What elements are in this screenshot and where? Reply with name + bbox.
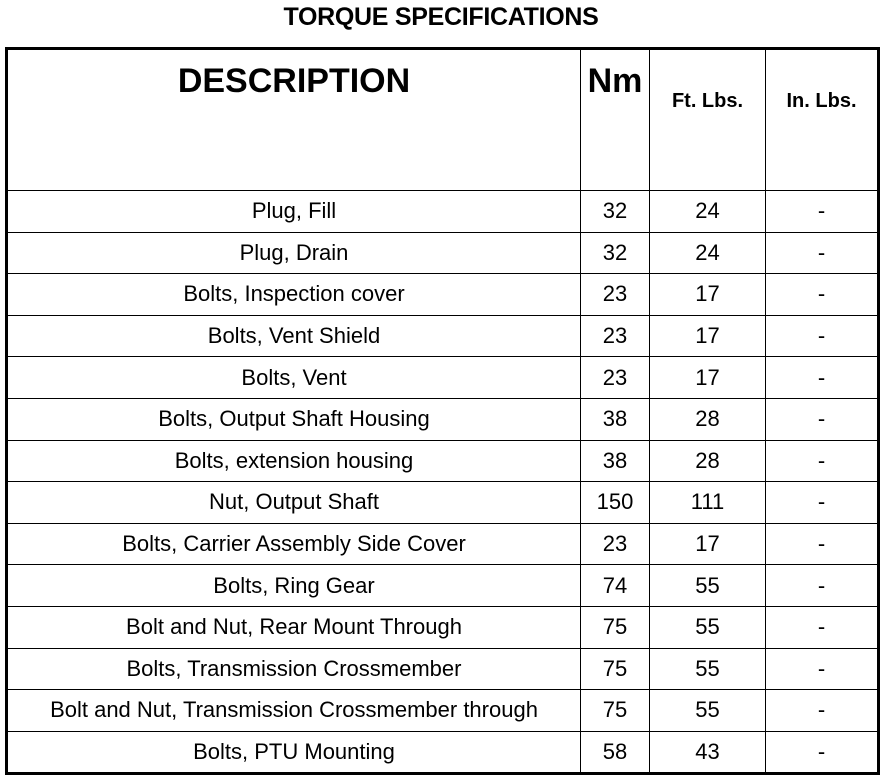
cell-in-lbs: - <box>766 440 879 482</box>
cell-ft-lbs: 17 <box>650 523 766 565</box>
cell-ft-lbs: 17 <box>650 274 766 316</box>
table-row <box>7 606 879 648</box>
cell-nm: 23 <box>581 315 650 357</box>
torque-spec-table <box>5 47 880 775</box>
cell-description: Plug, Drain <box>7 232 581 274</box>
cell-ft-lbs: 55 <box>650 565 766 607</box>
table-row <box>7 690 879 732</box>
cell-nm: 32 <box>581 232 650 274</box>
cell-nm: 23 <box>581 523 650 565</box>
column-header-description: DESCRIPTION <box>7 49 581 191</box>
column-header-nm: Nm <box>581 49 650 191</box>
cell-description: Bolts, PTU Mounting <box>7 731 581 774</box>
cell-nm: 74 <box>581 565 650 607</box>
column-header-ft-lbs: Ft. Lbs. <box>650 49 766 191</box>
table-row <box>7 274 879 316</box>
cell-description: Plug, Fill <box>7 191 581 233</box>
cell-ft-lbs: 28 <box>650 398 766 440</box>
cell-in-lbs: - <box>766 315 879 357</box>
table-body <box>7 191 879 774</box>
column-header-in-lbs: In. Lbs. <box>766 49 879 191</box>
cell-ft-lbs: 17 <box>650 315 766 357</box>
cell-ft-lbs: 55 <box>650 648 766 690</box>
cell-nm: 23 <box>581 274 650 316</box>
table-row <box>7 482 879 524</box>
table-header-row <box>7 49 879 191</box>
cell-ft-lbs: 111 <box>650 482 766 524</box>
cell-in-lbs: - <box>766 606 879 648</box>
cell-nm: 75 <box>581 606 650 648</box>
table-row <box>7 648 879 690</box>
cell-ft-lbs: 17 <box>650 357 766 399</box>
cell-in-lbs: - <box>766 690 879 732</box>
page-title: TORQUE SPECIFICATIONS <box>283 3 599 31</box>
cell-in-lbs: - <box>766 274 879 316</box>
cell-in-lbs: - <box>766 232 879 274</box>
table-row <box>7 731 879 774</box>
table-row <box>7 232 879 274</box>
cell-ft-lbs: 55 <box>650 690 766 732</box>
cell-description: Bolt and Nut, Transmission Crossmember through <box>7 690 581 732</box>
cell-description: Nut, Output Shaft <box>7 482 581 524</box>
cell-in-lbs: - <box>766 398 879 440</box>
cell-description: Bolts, Transmission Crossmember <box>7 648 581 690</box>
cell-nm: 150 <box>581 482 650 524</box>
cell-description: Bolts, Vent <box>7 357 581 399</box>
cell-nm: 38 <box>581 398 650 440</box>
table-row <box>7 440 879 482</box>
cell-in-lbs: - <box>766 523 879 565</box>
cell-nm: 32 <box>581 191 650 233</box>
cell-nm: 75 <box>581 690 650 732</box>
cell-nm: 23 <box>581 357 650 399</box>
table-row <box>7 565 879 607</box>
cell-ft-lbs: 55 <box>650 606 766 648</box>
cell-ft-lbs: 28 <box>650 440 766 482</box>
cell-description: Bolts, Inspection cover <box>7 274 581 316</box>
cell-description: Bolts, Ring Gear <box>7 565 581 607</box>
cell-nm: 38 <box>581 440 650 482</box>
table-row <box>7 357 879 399</box>
cell-in-lbs: - <box>766 482 879 524</box>
cell-nm: 75 <box>581 648 650 690</box>
cell-nm: 58 <box>581 731 650 774</box>
cell-description: Bolt and Nut, Rear Mount Through <box>7 606 581 648</box>
cell-in-lbs: - <box>766 357 879 399</box>
cell-in-lbs: - <box>766 648 879 690</box>
cell-ft-lbs: 24 <box>650 232 766 274</box>
table-row <box>7 523 879 565</box>
cell-ft-lbs: 24 <box>650 191 766 233</box>
cell-in-lbs: - <box>766 565 879 607</box>
cell-ft-lbs: 43 <box>650 731 766 774</box>
cell-description: Bolts, Output Shaft Housing <box>7 398 581 440</box>
cell-description: Bolts, Carrier Assembly Side Cover <box>7 523 581 565</box>
cell-in-lbs: - <box>766 191 879 233</box>
cell-description: Bolts, extension housing <box>7 440 581 482</box>
cell-description: Bolts, Vent Shield <box>7 315 581 357</box>
table-row <box>7 191 879 233</box>
cell-in-lbs: - <box>766 731 879 774</box>
table-row <box>7 315 879 357</box>
table-row <box>7 398 879 440</box>
